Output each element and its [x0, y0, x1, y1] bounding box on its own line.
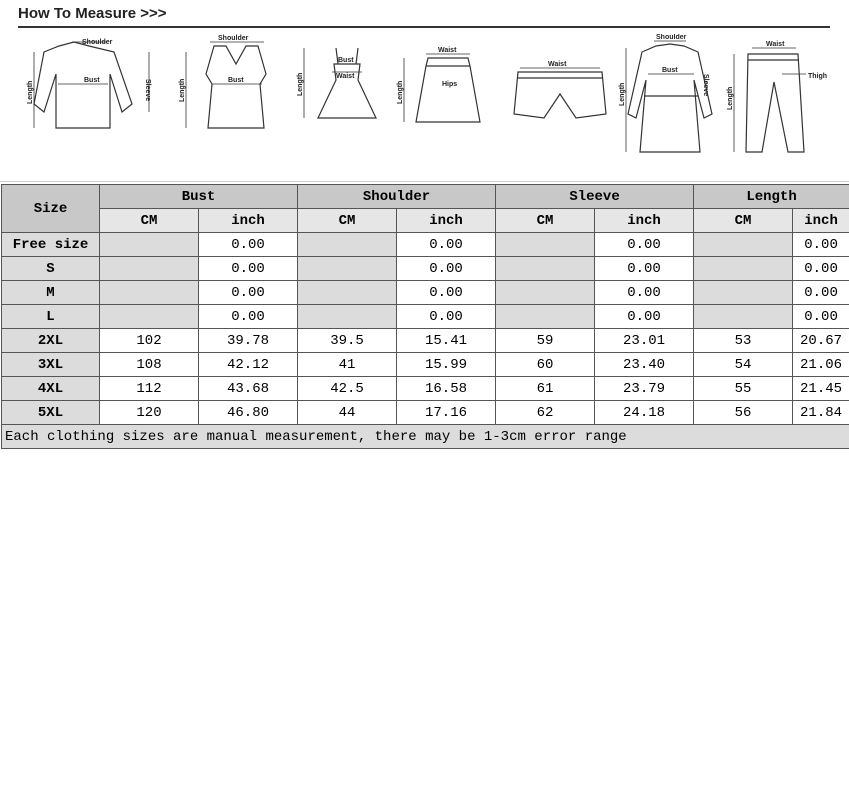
shoulder-group-header: Shoulder: [298, 185, 496, 209]
size-label: 4XL: [2, 377, 100, 401]
measurement-cell: 0.00: [793, 305, 849, 329]
measurement-cell: 60: [496, 353, 595, 377]
measurement-cell: 62: [496, 401, 595, 425]
measurement-cell: 53: [694, 329, 793, 353]
measurement-cell: 0.00: [199, 281, 298, 305]
measurement-cell: 21.84: [793, 401, 849, 425]
unit-header-cm: CM: [298, 209, 397, 233]
measurement-cell: 0.00: [397, 233, 496, 257]
measurement-cell: 112: [100, 377, 199, 401]
measurement-cell: 56: [694, 401, 793, 425]
measurement-cell: 15.99: [397, 353, 496, 377]
size-label: 5XL: [2, 401, 100, 425]
size-label: S: [2, 257, 100, 281]
fig-label: Shoulder: [218, 35, 249, 42]
fig-label: Length: [727, 86, 734, 110]
size-label: M: [2, 281, 100, 305]
fig-label: Shoulder: [82, 39, 113, 46]
how-to-measure-title: How To Measure >>>: [18, 5, 167, 22]
vest-figure: [179, 35, 266, 128]
how-to-measure-section: [0, 0, 849, 182]
measurement-cell: 55: [694, 377, 793, 401]
measurement-cell: 59: [496, 329, 595, 353]
measurement-cell: 24.18: [595, 401, 694, 425]
unit-header-cm: CM: [100, 209, 199, 233]
measurement-cell: 0.00: [199, 257, 298, 281]
fig-label: Length: [297, 72, 304, 96]
measurement-cell: [496, 257, 595, 281]
measurement-cell: 102: [100, 329, 199, 353]
table-row: [2, 401, 849, 425]
fig-label: Length: [619, 82, 626, 106]
unit-header-inch: inch: [595, 209, 694, 233]
table-row: [2, 257, 849, 281]
measurement-cell: 39.5: [298, 329, 397, 353]
measurement-cell: 42.12: [199, 353, 298, 377]
size-label: 3XL: [2, 353, 100, 377]
measurement-cell: [298, 281, 397, 305]
measurement-cell: 44: [298, 401, 397, 425]
size-label: L: [2, 305, 100, 329]
fig-label: Thigh: [808, 73, 828, 80]
measurement-cell: 0.00: [397, 305, 496, 329]
fig-label: Bust: [84, 77, 100, 84]
measurement-cell: 0.00: [793, 233, 849, 257]
unit-header-cm: CM: [694, 209, 793, 233]
sleeve-group-header: Sleeve: [496, 185, 694, 209]
fig-label: Shoulder: [656, 34, 687, 41]
fig-label: Hips: [442, 81, 458, 88]
measurement-cell: 0.00: [595, 305, 694, 329]
measurement-cell: 23.40: [595, 353, 694, 377]
measurement-cell: [694, 305, 793, 329]
measurement-cell: 0.00: [595, 257, 694, 281]
measurement-cell: 0.00: [595, 233, 694, 257]
coat-figure: [619, 34, 712, 152]
unit-header-cm: CM: [496, 209, 595, 233]
dress-figure: [297, 48, 376, 118]
blouse-figure: [27, 39, 151, 128]
fig-label: Waist: [548, 61, 567, 68]
measurement-cell: 16.58: [397, 377, 496, 401]
fig-label: Length: [397, 80, 404, 104]
title-underline: [18, 26, 830, 28]
measurement-cell: [694, 281, 793, 305]
table-row: [2, 281, 849, 305]
fig-label: Sleeve: [144, 79, 151, 102]
measurement-cell: 23.79: [595, 377, 694, 401]
measurement-cell: [298, 257, 397, 281]
measurement-cell: 0.00: [397, 257, 496, 281]
measurement-cell: 0.00: [793, 257, 849, 281]
table-row: [2, 353, 849, 377]
size-label: Free size: [2, 233, 100, 257]
measurement-cell: 0.00: [397, 281, 496, 305]
measurement-cell: 39.78: [199, 329, 298, 353]
measurement-cell: 21.45: [793, 377, 849, 401]
measurement-cell: [694, 233, 793, 257]
unit-header-inch: inch: [793, 209, 849, 233]
measurement-cell: [100, 305, 199, 329]
table-row: [2, 377, 849, 401]
fig-label: Waist: [766, 41, 785, 48]
skirt-figure: [397, 47, 480, 122]
pants-figure: [727, 41, 827, 152]
measurement-cell: 17.16: [397, 401, 496, 425]
measurement-cell: [298, 305, 397, 329]
fig-label: Waist: [336, 73, 355, 80]
table-row: [2, 233, 849, 257]
fig-label: Sleeve: [702, 74, 709, 97]
fig-label: Bust: [228, 77, 244, 84]
unit-header-inch: inch: [397, 209, 496, 233]
measurement-cell: 54: [694, 353, 793, 377]
measurement-cell: 15.41: [397, 329, 496, 353]
measurement-cell: [496, 305, 595, 329]
fig-label: Waist: [438, 47, 457, 54]
measurement-cell: [694, 257, 793, 281]
fig-label: Bust: [338, 57, 354, 64]
measurement-cell: [100, 257, 199, 281]
measurement-cell: 21.06: [793, 353, 849, 377]
measurement-cell: 46.80: [199, 401, 298, 425]
garment-figures: [14, 34, 834, 159]
bust-group-header: Bust: [100, 185, 298, 209]
fig-label: Length: [27, 80, 34, 104]
measurement-cell: 43.68: [199, 377, 298, 401]
measurement-cell: 42.5: [298, 377, 397, 401]
measurement-cell: 0.00: [199, 305, 298, 329]
fig-label: Bust: [662, 67, 678, 74]
size-column-header: Size: [2, 185, 100, 233]
shorts-figure: [514, 61, 606, 118]
fig-label: Length: [179, 78, 186, 102]
unit-header-inch: inch: [199, 209, 298, 233]
measurement-cell: 0.00: [199, 233, 298, 257]
measurement-cell: 23.01: [595, 329, 694, 353]
measurement-cell: 108: [100, 353, 199, 377]
size-label: 2XL: [2, 329, 100, 353]
measurement-cell: 0.00: [793, 281, 849, 305]
table-row: [2, 329, 849, 353]
measurement-note: Each clothing sizes are manual measurement, there may be 1-3cm error range: [2, 425, 849, 449]
measurement-cell: 20.67: [793, 329, 849, 353]
length-group-header: Length: [694, 185, 849, 209]
measurement-cell: [298, 233, 397, 257]
measurement-cell: 120: [100, 401, 199, 425]
measurement-cell: 41: [298, 353, 397, 377]
measurement-cell: 61: [496, 377, 595, 401]
size-chart-table: [1, 184, 849, 449]
measurement-cell: [496, 233, 595, 257]
measurement-cell: [100, 281, 199, 305]
measurement-cell: 0.00: [595, 281, 694, 305]
table-row: [2, 305, 849, 329]
size-rows: [2, 233, 849, 425]
measurement-cell: [496, 281, 595, 305]
measurement-cell: [100, 233, 199, 257]
